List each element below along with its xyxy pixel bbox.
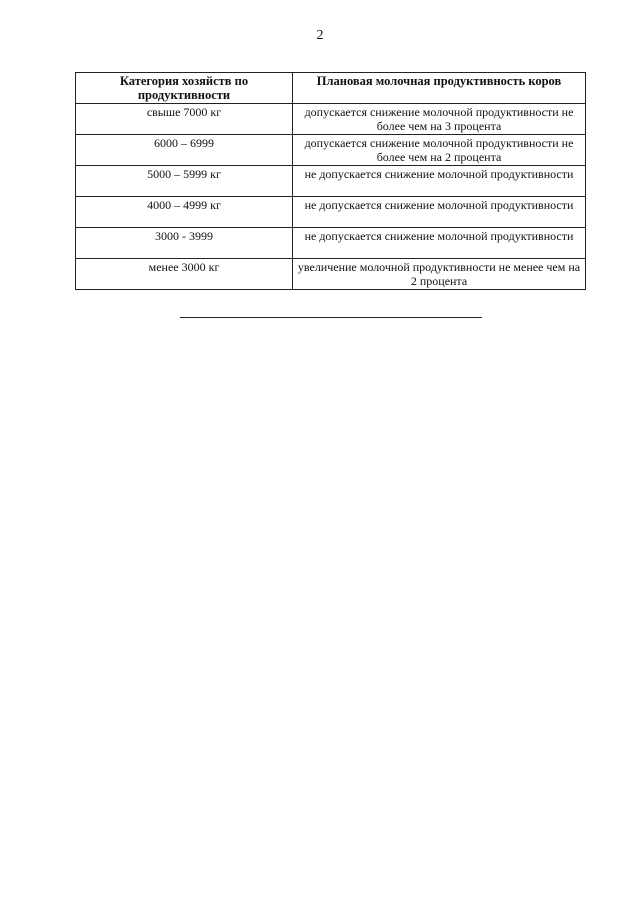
productivity-cell: не допускается снижение молочной продуктивности [293,166,586,197]
productivity-cell: увеличение молочной продуктивности не менее чем на 2 процента [293,259,586,290]
productivity-cell: допускается снижение молочной продуктивности не более чем на 3 процента [293,104,586,135]
end-of-document-rule [180,317,482,318]
table-row [76,197,586,228]
table-row [76,228,586,259]
category-cell: 4000 – 4999 кг [76,197,293,228]
table-row [76,166,586,197]
header-farm-category: Категория хозяйств по продуктивности [76,73,293,104]
category-cell: 6000 – 6999 [76,135,293,166]
table-row [76,135,586,166]
productivity-cell: не допускается снижение молочной продуктивности [293,228,586,259]
table-header-row [76,73,586,104]
category-cell: 5000 – 5999 кг [76,166,293,197]
table-row [76,259,586,290]
productivity-cell: допускается снижение молочной продуктивности не более чем на 2 процента [293,135,586,166]
productivity-table [75,72,586,290]
header-planned-productivity: Плановая молочная продуктивность коров [293,73,586,104]
table-row [76,104,586,135]
productivity-cell: не допускается снижение молочной продуктивности [293,197,586,228]
category-cell: 3000 - 3999 [76,228,293,259]
category-cell: менее 3000 кг [76,259,293,290]
page-number: 2 [316,28,324,43]
category-cell: свыше 7000 кг [76,104,293,135]
